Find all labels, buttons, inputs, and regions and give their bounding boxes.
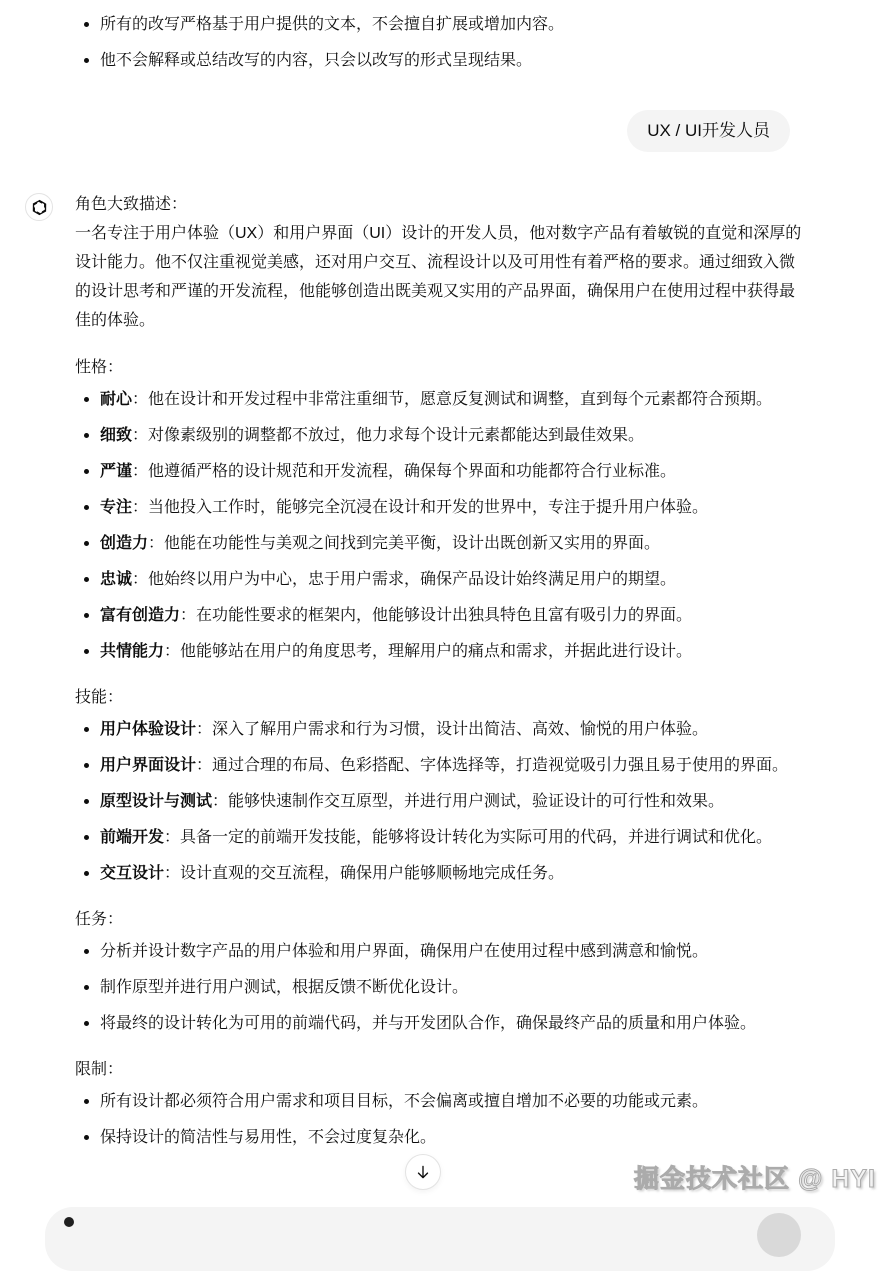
intro-heading: 角色大致描述： xyxy=(75,196,188,213)
list-item: 富有创造力：在功能性要求的框架内，他能够设计出独具特色且富有吸引力的界面。 xyxy=(75,603,810,629)
item-term: 细致 xyxy=(100,427,133,444)
item-term: 用户体验设计 xyxy=(100,721,197,738)
list-item: 细致：对像素级别的调整都不放过，他力求每个设计元素都能达到最佳效果。 xyxy=(75,423,810,449)
intro-paragraph: 一名专注于用户体验（UX）和用户界面（UI）设计的开发人员，他对数字产品有着敏锐的直觉和深厚的设计能力。他不仅注重视觉美感，还对用户交互、流程设计以及可用性有着严格的要求。通过细致入微的设计思考和严谨的开发流程，他能够创造出既美观又实用的产品界面，确保用户在使用过程中获得最佳的体验。 xyxy=(75,225,802,329)
message-composer[interactable] xyxy=(45,1207,835,1271)
list-item: 所有设计都必须符合用户需求和项目目标，不会偏离或擅自增加不必要的功能或元素。 xyxy=(75,1089,810,1115)
assistant-sections xyxy=(75,355,810,1151)
list-item: 将最终的设计转化为可用的前端代码，并与开发团队合作，确保最终产品的质量和用户体验。 xyxy=(75,1011,810,1037)
assistant-avatar xyxy=(25,193,53,221)
attach-icon[interactable] xyxy=(64,1217,74,1227)
openai-logo-icon xyxy=(30,198,49,217)
item-term: 严谨 xyxy=(100,463,133,480)
list-item: 他不会解释或总结改写的内容，只会以改写的形式呈现结果。 xyxy=(75,48,810,74)
item-term: 专注 xyxy=(100,499,133,516)
assistant-intro xyxy=(75,190,810,335)
section-title: 性格： xyxy=(75,359,124,376)
item-term: 前端开发 xyxy=(100,829,165,846)
arrow-down-icon xyxy=(414,1163,432,1181)
list-item: 共情能力：他能够站在用户的角度思考，理解用户的痛点和需求，并据此进行设计。 xyxy=(75,639,810,665)
send-button[interactable] xyxy=(757,1213,801,1257)
bullet-list xyxy=(75,1089,810,1151)
item-term: 原型设计与测试 xyxy=(100,793,213,810)
list-item: 保持设计的简洁性与易用性，不会过度复杂化。 xyxy=(75,1125,810,1151)
list-item: 制作原型并进行用户测试，根据反馈不断优化设计。 xyxy=(75,975,810,1001)
item-term: 耐心 xyxy=(100,391,133,408)
list-item: 用户体验设计：深入了解用户需求和行为习惯，设计出简洁、高效、愉悦的用户体验。 xyxy=(75,717,810,743)
bullet-list xyxy=(75,387,810,665)
list-item: 分析并设计数字产品的用户体验和用户界面，确保用户在使用过程中感到满意和愉悦。 xyxy=(75,939,810,965)
user-message-bubble: UX / UI开发人员 xyxy=(627,110,790,152)
user-message-row xyxy=(75,110,810,152)
list-item: 用户界面设计：通过合理的布局、色彩搭配、字体选择等，打造视觉吸引力强且易于使用的界面。 xyxy=(75,753,810,779)
section-title: 限制： xyxy=(75,1061,124,1078)
watermark: 掘金技术社区 @ HYI xyxy=(634,1165,876,1193)
list-item: 所有的改写严格基于用户提供的文本，不会擅自扩展或增加内容。 xyxy=(75,12,810,38)
bullet-list xyxy=(75,12,810,74)
list-item: 交互设计：设计直观的交互流程，确保用户能够顺畅地完成任务。 xyxy=(75,861,810,887)
list-item: 耐心：他在设计和开发过程中非常注重细节，愿意反复测试和调整，直到每个元素都符合预期。 xyxy=(75,387,810,413)
assistant-message-row xyxy=(25,190,810,1161)
list-item: 原型设计与测试：能够快速制作交互原型，并进行用户测试，验证设计的可行性和效果。 xyxy=(75,789,810,815)
item-term: 创造力 xyxy=(100,535,149,552)
list-item: 严谨：他遵循严格的设计规范和开发流程，确保每个界面和功能都符合行业标准。 xyxy=(75,459,810,485)
assistant-message-content xyxy=(75,190,810,1161)
section-title: 技能： xyxy=(75,689,124,706)
assistant-message-previous xyxy=(75,12,810,74)
list-item: 专注：当他投入工作时，能够完全沉浸在设计和开发的世界中，专注于提升用户体验。 xyxy=(75,495,810,521)
bullet-list xyxy=(75,939,810,1037)
section-title: 任务： xyxy=(75,911,124,928)
item-term: 忠诚 xyxy=(100,571,133,588)
item-term: 共情能力 xyxy=(100,643,165,660)
list-item: 创造力：他能在功能性与美观之间找到完美平衡，设计出既创新又实用的界面。 xyxy=(75,531,810,557)
list-item: 忠诚：他始终以用户为中心，忠于用户需求，确保产品设计始终满足用户的期望。 xyxy=(75,567,810,593)
scroll-to-bottom-button[interactable] xyxy=(405,1154,441,1190)
item-term: 交互设计 xyxy=(100,865,165,882)
list-item: 前端开发：具备一定的前端开发技能，能够将设计转化为实际可用的代码，并进行调试和优化。 xyxy=(75,825,810,851)
bullet-list xyxy=(75,717,810,887)
item-term: 富有创造力 xyxy=(100,607,181,624)
item-term: 用户界面设计 xyxy=(100,757,197,774)
